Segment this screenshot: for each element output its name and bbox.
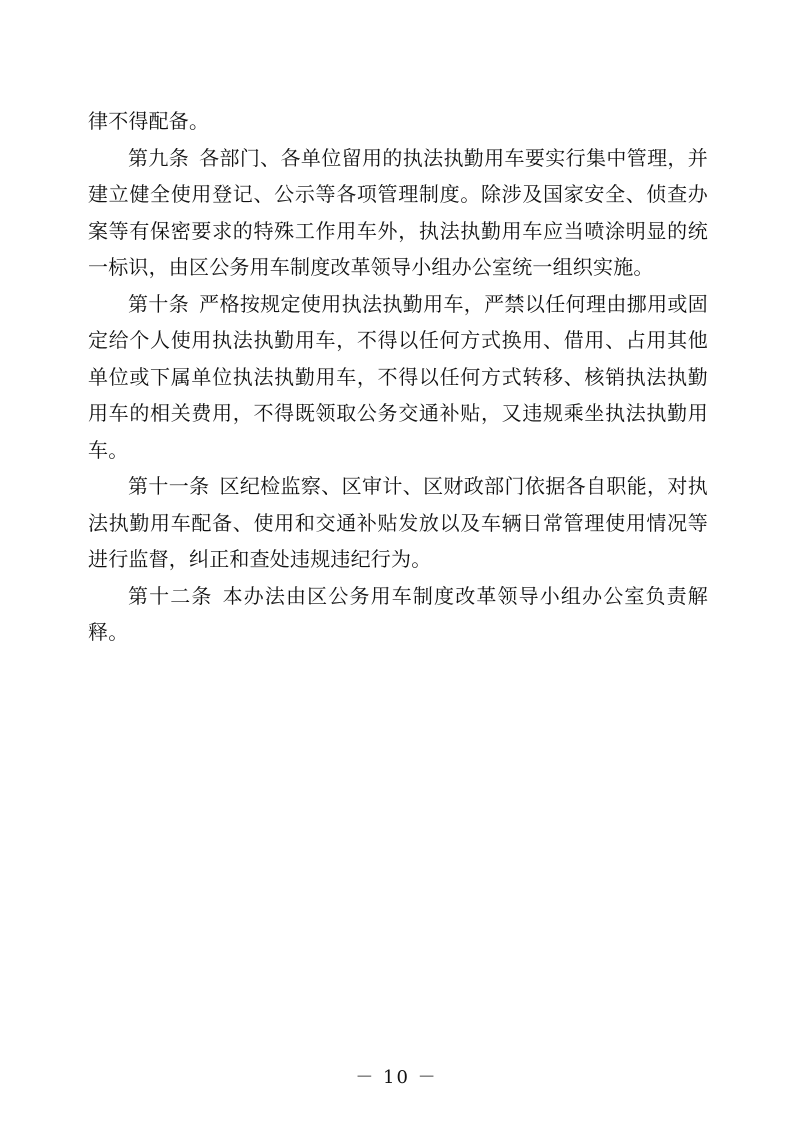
page-number: － 10 － [355, 1067, 438, 1088]
paragraph-text: 律不得配备。 [88, 109, 210, 133]
paragraph-article-11 [88, 468, 708, 578]
paragraph-text: 区纪检监察、区审计、区财政部门依据各自职能，对执法执勤用车配备、使用和交通补贴发放以及车辆日常管理使用情况等进行监督，纠正和查处违规违纪行为。 [88, 474, 708, 571]
document-body [88, 103, 708, 651]
paragraph-text: 严格按规定使用执法执勤用车，严禁以任何理由挪用或固定给个人使用执法执勤用车，不得以任何方式换用、借用、占用其他单位或下属单位执法执勤用车，不得以任何方式转移、核销执法执勤用车的相关费用，不得既领取公务交通补贴，又违规乘坐执法执勤用车。 [88, 291, 708, 462]
article-number: 第十一条 [128, 474, 210, 498]
paragraph-article-9 [88, 140, 708, 286]
paragraph-article-10 [88, 286, 708, 469]
article-number: 第十二条 [128, 583, 213, 608]
paragraph-text: 各部门、各单位留用的执法执勤用车要实行集中管理，并建立健全使用登记、公示等各项管理制度。除涉及国家安全、侦查办案等有保密要求的特殊工作用车外，执法执勤用车应当喷涂明显的统一标识，由区公务用车制度改革领导小组办公室统一组织实施。 [88, 145, 708, 279]
article-number: 第十条 [128, 291, 190, 316]
paragraph-article-12 [88, 578, 708, 651]
paragraph-text: 本办法由区公务用车制度改革领导小组办公室负责解释。 [88, 583, 708, 644]
paragraph-continuation [88, 103, 708, 140]
article-number: 第九条 [128, 145, 190, 170]
